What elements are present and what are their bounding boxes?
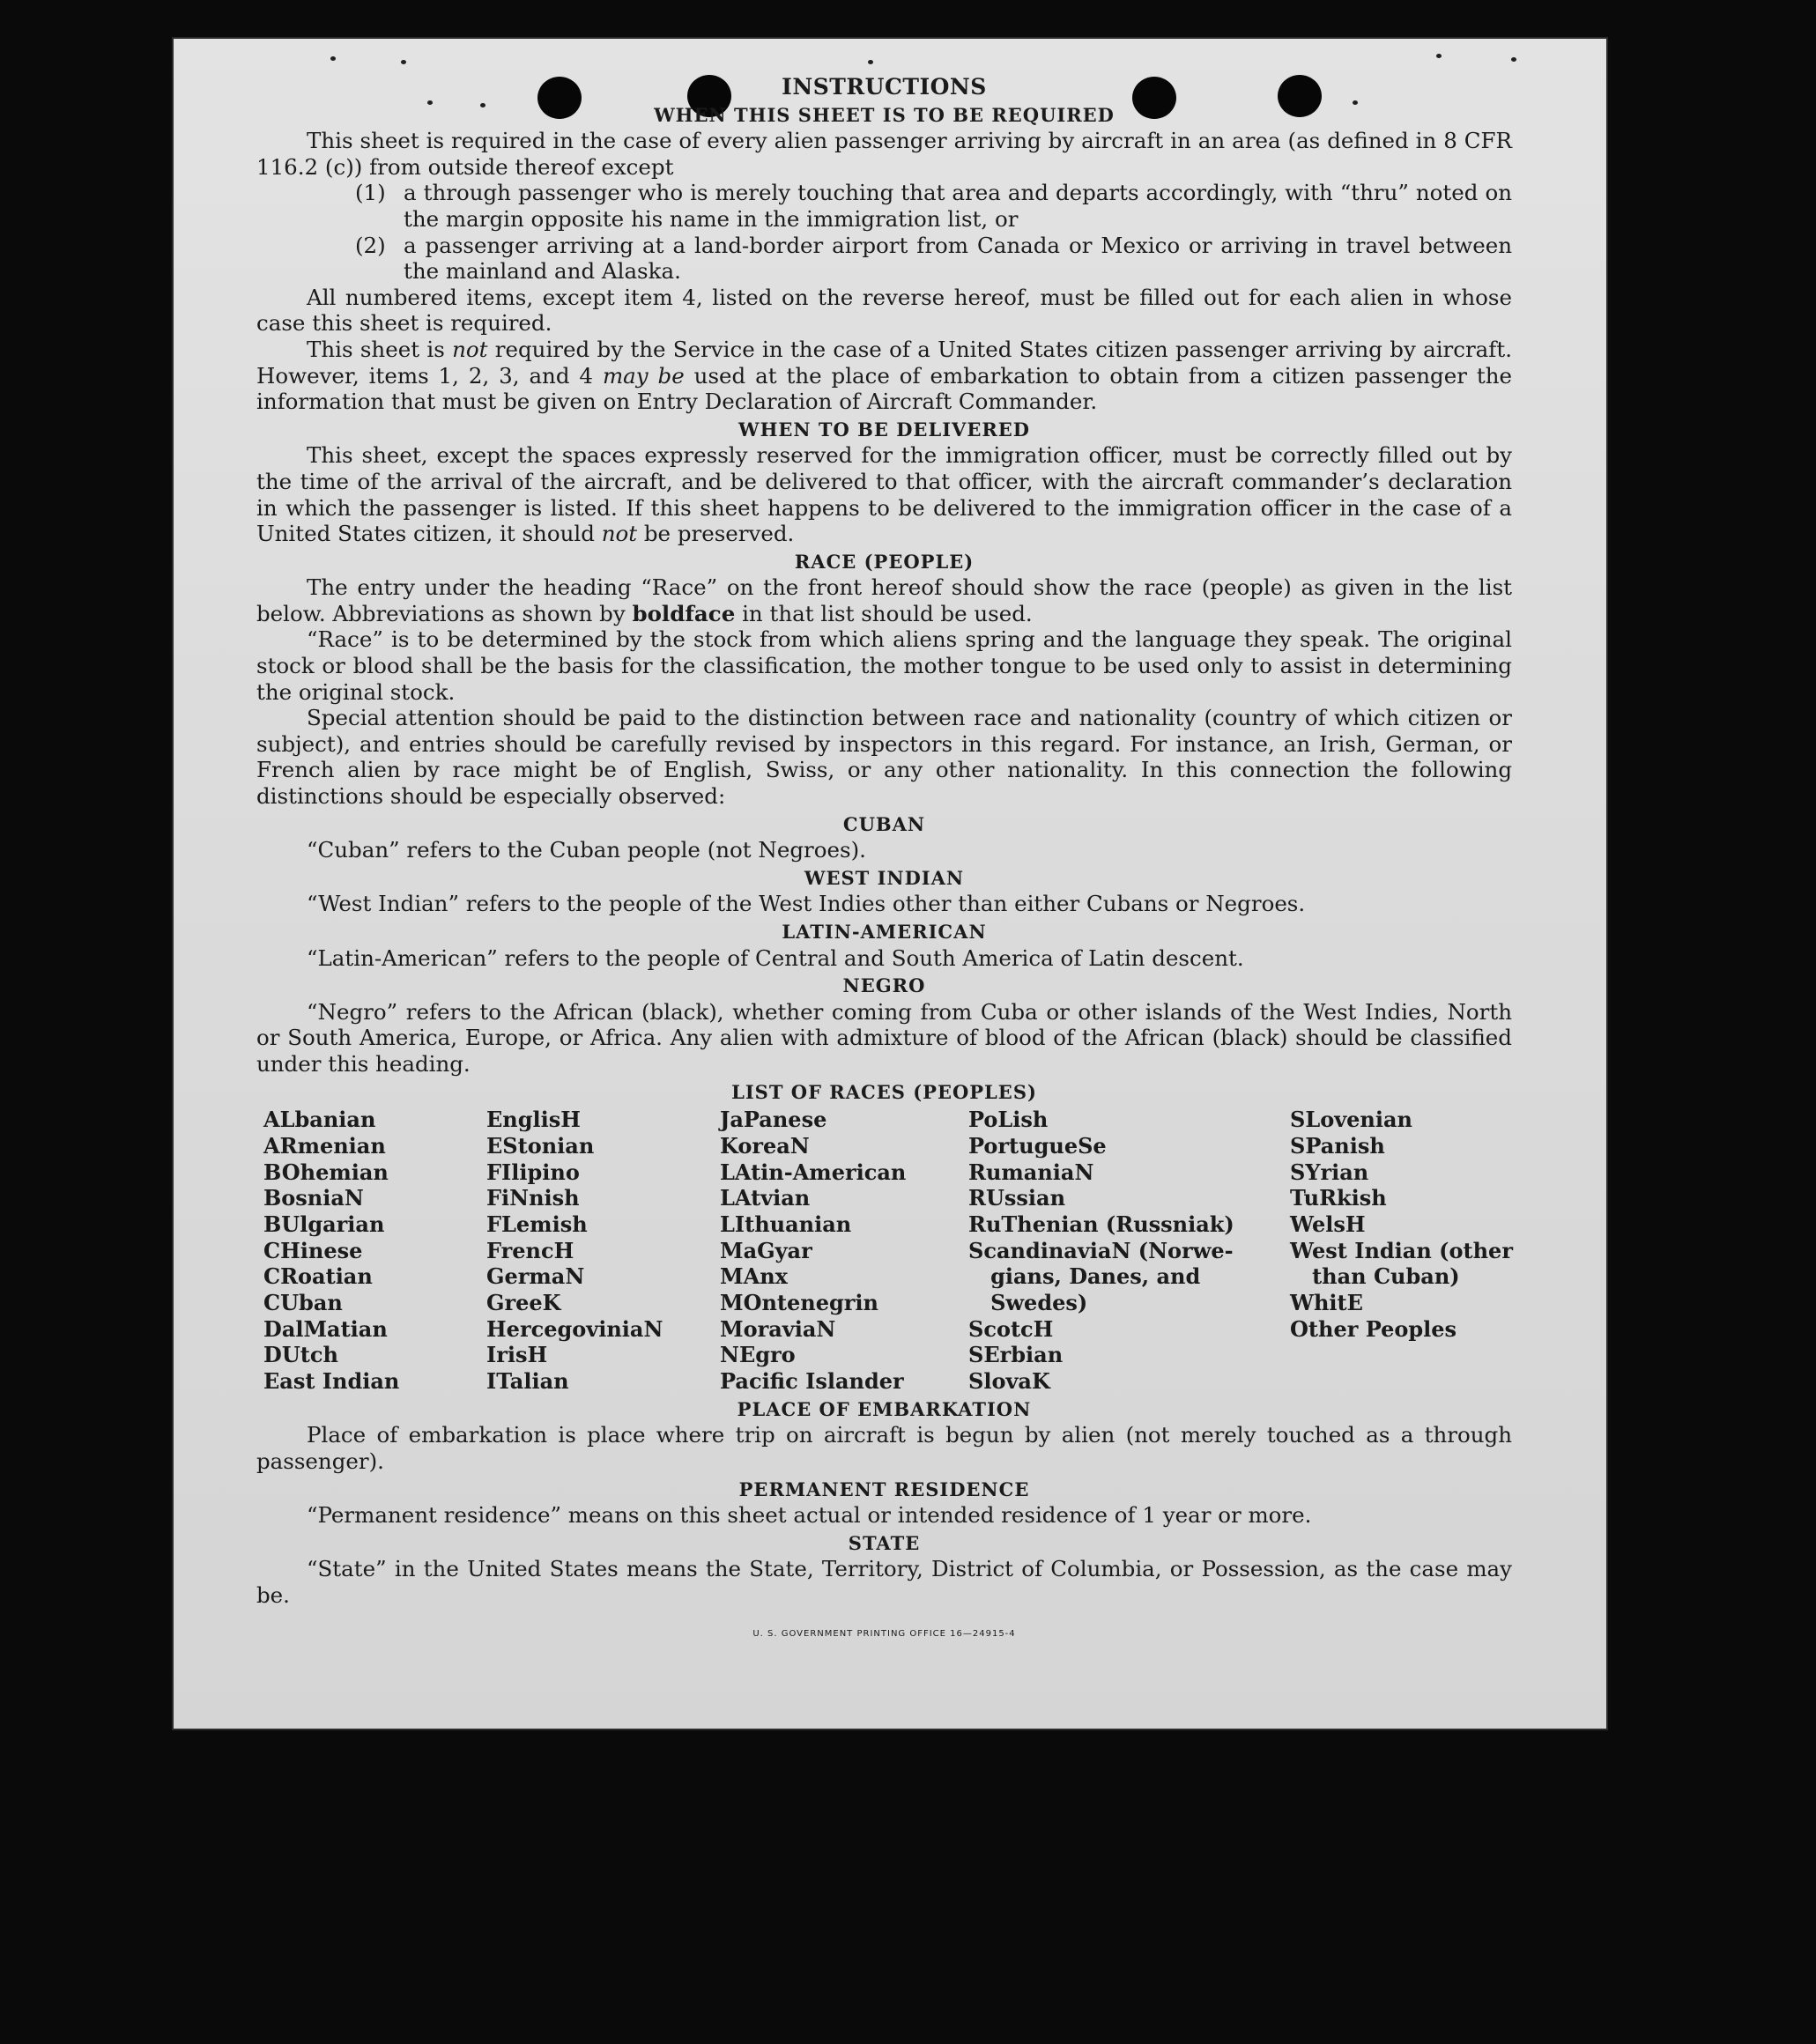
race-entry: than Cuban) (1290, 1263, 1460, 1290)
race-entry: KoreaN (720, 1132, 810, 1159)
heading-permanent-residence: PERMANENT RESIDENCE (738, 1477, 1030, 1500)
heading-state: STATE (848, 1531, 921, 1554)
race-entry: FIlipino (486, 1159, 580, 1185)
heading-list-of-races: LIST OF RACES (PEOPLES) (731, 1080, 1037, 1103)
race-entry: TuRkish (1290, 1185, 1387, 1211)
heading-place-of-embarkation: PLACE OF EMBARKATION (737, 1397, 1032, 1420)
list-item (355, 180, 1512, 232)
italic-may-be: may be (602, 362, 685, 389)
race-entry: PoLish (968, 1107, 1049, 1133)
race-entry: ALbanian (263, 1107, 376, 1133)
races-column (263, 1107, 486, 1395)
races-column (720, 1107, 968, 1395)
italic-not: not (452, 336, 488, 362)
race-entry: West Indian (other (1290, 1237, 1513, 1263)
paragraph-residence: “Permanent residence” means on this sheet actual or intended residence of 1 year or more. (307, 1502, 1312, 1529)
race-entry: FLemish (486, 1211, 588, 1237)
race-entry: GermaN (486, 1263, 585, 1290)
scan-speck (401, 60, 406, 64)
italic-not: not (601, 521, 638, 547)
text-run: be preserved. (637, 521, 795, 547)
paragraph-latin-american: “Latin-American” refers to the people of Central and South America of Latin descent. (307, 944, 1244, 971)
race-entry: GreeK (486, 1290, 561, 1316)
race-entry: RUssian (968, 1185, 1066, 1211)
document-page (172, 37, 1608, 1730)
race-entry: MAnx (720, 1263, 788, 1290)
heading-negro: NEGRO (842, 974, 926, 997)
scan-speck (330, 56, 336, 61)
race-entry: SErbian (968, 1342, 1064, 1368)
race-entry: SPanish (1290, 1132, 1385, 1159)
race-entry: IrisH (486, 1342, 548, 1368)
intro-paragraph: This sheet is required in the case of every alien passenger arriving by aircraft in an area (as defined in 8 CFR 116.2 (c)) from outside thereof except (256, 128, 1512, 180)
race-entry: WelsH (1290, 1211, 1366, 1237)
text-run: used at the place of embarkation to obtain from a citizen passenger the information that must be given on Entry Declaration of Aircraft Commander. (256, 362, 1512, 415)
race-entry: LAtin-American (720, 1159, 907, 1185)
race-entry: DUtch (263, 1342, 338, 1368)
paragraph-west-indian: “West Indian” refers to the people of the West Indies other than either Cubans or Negroes. (307, 891, 1306, 917)
race-entry: East Indian (263, 1368, 400, 1395)
race-entry: SlovaK (968, 1368, 1050, 1395)
race-entry: CUban (263, 1290, 343, 1316)
paragraph-race-entry (256, 574, 1512, 626)
race-entry: SYrian (1290, 1159, 1369, 1185)
list-item (355, 233, 1512, 285)
races-table (263, 1107, 1512, 1395)
scan-speck (1511, 57, 1516, 62)
race-entry: ScandinaviaN (Norwe- (968, 1237, 1234, 1263)
heading-when-delivered: WHEN TO BE DELIVERED (738, 418, 1030, 441)
race-entry: HercegoviniaN (486, 1315, 663, 1342)
heading-latin-american: LATIN-AMERICAN (782, 921, 987, 943)
race-entry: SLovenian (1290, 1107, 1412, 1133)
race-entry: BOhemian (263, 1159, 389, 1185)
paragraph-delivered (256, 442, 1512, 546)
race-entry: WhitE (1290, 1290, 1363, 1316)
race-entry: DalMatian (263, 1315, 388, 1342)
race-entry: BosniaN (263, 1185, 364, 1211)
races-column (968, 1107, 1290, 1395)
heading-cuban: CUBAN (842, 812, 926, 835)
paragraph-citizen (256, 337, 1512, 415)
race-entry: Pacific Islander (720, 1368, 904, 1395)
race-entry: EStonian (486, 1132, 595, 1159)
race-entry: BUlgarian (263, 1211, 385, 1237)
printer-imprint: U. S. GOVERNMENT PRINTING OFFICE 16—24915-4 (752, 1628, 1016, 1639)
race-entry: LIthuanian (720, 1211, 852, 1237)
race-entry: JaPanese (720, 1107, 827, 1133)
text-run: required by the Service in the case of a United States citizen passenger arriving by aircraft. However, items 1, 2, 3, and 4 (256, 336, 1512, 389)
races-column (1290, 1107, 1513, 1395)
race-entry: Other Peoples (1290, 1315, 1457, 1342)
heading-west-indian: WEST INDIAN (804, 866, 965, 889)
paragraph-numbered-items: All numbered items, except item 4, listed on the reverse hereof, must be filled out for each alien in whose case this sheet is required. (256, 284, 1512, 337)
race-entry: ITalian (486, 1368, 569, 1395)
race-entry: NEgro (720, 1342, 796, 1368)
race-entry: FrencH (486, 1237, 574, 1263)
race-entry: MaGyar (720, 1237, 812, 1263)
race-entry: PortugueSe (968, 1132, 1107, 1159)
heading-when-required: WHEN THIS SHEET IS TO BE REQUIRED (654, 103, 1115, 126)
race-entry: FiNnish (486, 1185, 580, 1211)
paragraph-cuban: “Cuban” refers to the Cuban people (not Negroes). (307, 837, 866, 863)
race-entry: Swedes) (968, 1290, 1088, 1316)
item-text: a through passenger who is merely touching that area and departs accordingly, with “thru” noted on the margin opposite his name in the immigration list, or (404, 180, 1512, 232)
item-text: a passenger arriving at a land-border airport from Canada or Mexico or arriving in travel between the mainland and Alaska. (404, 232, 1512, 285)
text-run: This sheet, except the spaces expressly reserved for the immigration officer, must be correctly filled out by the time of the arrival of the aircraft, and be delivered to that officer, with the aircraft commander’s declaration in which the passenger is listed. If this sheet happens to be delivered to the immigration officer in the case of a United States citizen, it should (256, 442, 1512, 547)
paragraph-negro: “Negro” refers to the African (black), whether coming from Cuba or other islands of the West Indies, North or South America, Europe, or Africa. Any alien with admixture of blood of the African (black) should be classified under this heading. (256, 998, 1512, 1077)
race-entry: RuThenian (Russniak) (968, 1211, 1234, 1237)
paragraph-race-nationality: Special attention should be paid to the distinction between race and nationality (country of which citizen or subject), and entries should be carefully revised by inspectors in this regard. For instance, an Irish, German, or French alien by race might be of English, Swiss, or any other nationality. In this connection the following distinctions should be especially observed: (256, 705, 1512, 810)
item-number: (1) (355, 180, 386, 206)
race-entry: CRoatian (263, 1263, 373, 1290)
item-number: (2) (355, 232, 386, 258)
race-entry: MoraviaN (720, 1315, 836, 1342)
paragraph-state: “State” in the United States means the State, Territory, District of Columbia, or Possession, as the case may be. (256, 1556, 1512, 1609)
paragraph-embarkation: Place of embarkation is place where trip on aircraft is begun by alien (not merely touched as a through passenger). (256, 1422, 1512, 1475)
scan-speck (1436, 54, 1442, 58)
page-title: INSTRUCTIONS (782, 74, 987, 100)
race-entry: LAtvian (720, 1185, 811, 1211)
scan-speck (868, 60, 873, 64)
race-entry: MOntenegrin (720, 1290, 878, 1316)
race-entry: ScotcH (968, 1315, 1054, 1342)
race-entry: gians, Danes, and (968, 1263, 1201, 1290)
text-run: The entry under the heading “Race” on the front hereof should show the race (people) as given in the list below. Abbreviations as shown by (256, 574, 1512, 626)
text-run: in that list should be used. (735, 600, 1033, 626)
race-entry: ARmenian (263, 1132, 386, 1159)
paragraph-race-definition: “Race” is to be determined by the stock from which aliens spring and the language they speak. The original stock or blood shall be the basis for the classification, the mother tongue to be used only to assist in determining the original stock. (256, 626, 1512, 705)
race-entry: CHinese (263, 1237, 363, 1263)
race-entry: EnglisH (486, 1107, 581, 1133)
instructions-text (256, 74, 1512, 1647)
races-column (486, 1107, 720, 1395)
race-entry: RumaniaN (968, 1159, 1094, 1185)
text-run: This sheet is (307, 336, 453, 362)
bold-word: boldface (632, 600, 736, 626)
heading-race: RACE (PEOPLE) (794, 550, 975, 573)
